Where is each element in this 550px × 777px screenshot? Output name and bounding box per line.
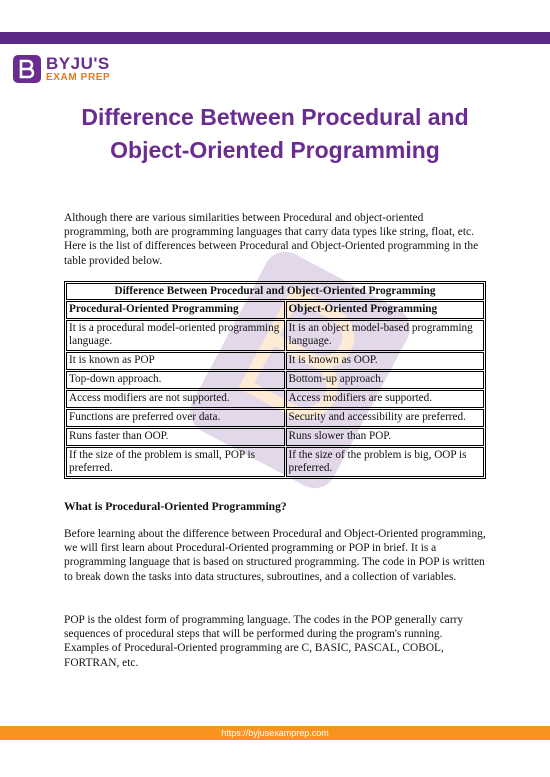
column-header-oop: Object-Oriented Programming: [286, 301, 484, 318]
byjus-logo-icon: [12, 54, 42, 84]
pop-intro-paragraph: Before learning about the difference between Procedural and Object-Oriented programming, we will first learn about Procedural-Oriented programming or POP in brief. It is a programming language that is based on structured programming. The code in POP is written to break down the tasks into data structures, subroutines, and a collection of variables.: [64, 528, 486, 583]
table-row: [66, 320, 484, 351]
page-title: Difference Between Procedural and Object-Oriented Programming: [81, 104, 469, 163]
table-cell: It is an object model-based programming language.: [286, 320, 484, 351]
top-banner-bar: [0, 32, 550, 44]
table-row: [66, 352, 484, 370]
pop-history-paragraph: POP is the oldest form of programming language. The codes in the POP generally carry sequences of procedural steps that will be performed during the program's running. Examples of Procedural-Oriented programming are C, BASIC, PASCAL, COBOL, FORTRAN, etc.: [64, 614, 464, 669]
footer-link[interactable]: https://byjusexamprep.com: [221, 728, 329, 738]
table-cell: Access modifiers are not supported.: [66, 390, 285, 408]
table-cell: If the size of the problem is big, OOP is preferred.: [286, 447, 484, 478]
intro-paragraph: Although there are various similarities between Procedural and object-oriented programming, both are programming languages that carry data types like string, float, etc. Here is the list of differences between Procedural and Object-Oriented programming in the table provided below.: [64, 212, 479, 267]
table-cell: Top-down approach.: [66, 371, 285, 389]
footer-bar: [0, 726, 550, 740]
table-cell: If the size of the problem is small, POP is preferred.: [66, 447, 285, 478]
brand-subtitle: EXAM PREP: [46, 72, 111, 83]
table-cell: It is known as POP: [66, 352, 285, 370]
table-row: [66, 428, 484, 446]
column-header-pop: Procedural-Oriented Programming: [66, 301, 285, 318]
section-heading: What is Procedural-Oriented Programming?: [64, 500, 287, 513]
table-cell: Runs faster than OOP.: [66, 428, 285, 446]
table-cell: Runs slower than POP.: [286, 428, 484, 446]
table-row: [66, 409, 484, 427]
table-cell: Functions are preferred over data.: [66, 409, 285, 427]
table-caption: Difference Between Procedural and Object-Oriented Programming: [66, 283, 484, 300]
table-cell: Access modifiers are supported.: [286, 390, 484, 408]
table-cell: Bottom-up approach.: [286, 371, 484, 389]
table-cell: It is a procedural model-oriented programming language.: [66, 320, 285, 351]
brand-name: BYJU'S: [46, 54, 110, 73]
table-cell: It is known as OOP.: [286, 352, 484, 370]
table-row: [66, 390, 484, 408]
table-row: [66, 447, 484, 478]
comparison-table: [64, 281, 486, 479]
table-cell: Security and accessibility are preferred.: [286, 409, 484, 427]
brand-logo[interactable]: [12, 52, 110, 86]
table-row: [66, 371, 484, 389]
